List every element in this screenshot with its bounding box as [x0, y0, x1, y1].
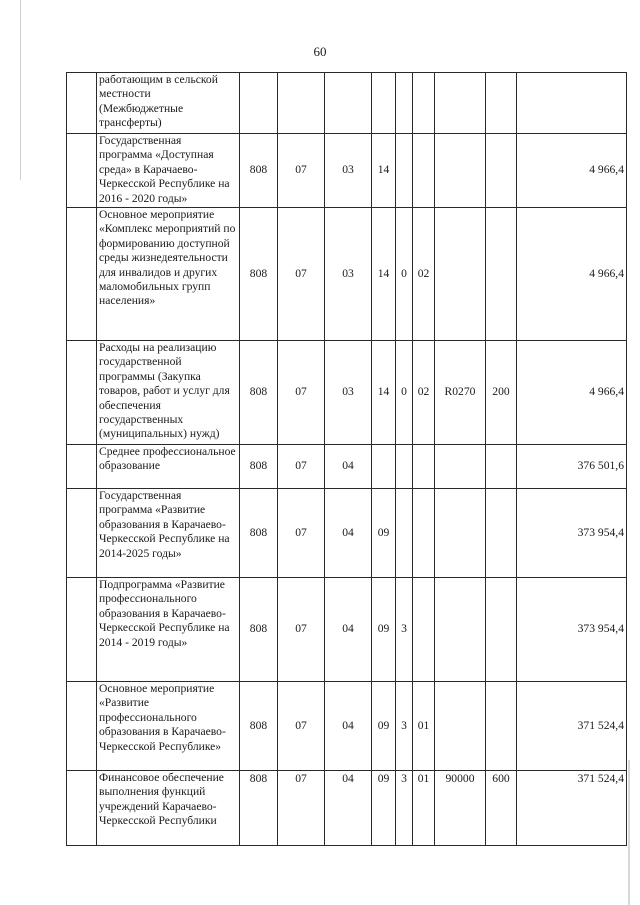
table-row	[67, 208, 627, 341]
row-name: Государственная программа «Развитие образования в Карачаево-Черкесской Республике на 2014-2025 годы»	[97, 489, 240, 578]
ved-code: 808	[240, 208, 278, 341]
program-code: 09	[372, 682, 396, 771]
row-name: Расходы на реализацию государственной программы (Закупка товаров, работ и услуг для обеспечения государственных (муниципальных) нужд)	[97, 341, 240, 445]
subsection-code: 04	[325, 771, 372, 846]
subprogram-code	[396, 134, 413, 208]
expense-type-code	[486, 134, 517, 208]
subprogram-code	[396, 73, 413, 134]
direction-code	[435, 445, 486, 489]
budget-table	[66, 72, 627, 846]
section-code: 07	[278, 489, 325, 578]
row-name: Государственная программа «Доступная среда» в Карачаево-Черкесской Республике на 2016 - 2020 годы»	[97, 134, 240, 208]
amount	[517, 73, 627, 134]
row-name: работающим в сельской местности (Межбюджетные трансферты)	[97, 73, 240, 134]
event-code: 02	[413, 208, 435, 341]
section-code: 07	[278, 134, 325, 208]
ved-code: 808	[240, 578, 278, 682]
section-code: 07	[278, 578, 325, 682]
expense-type-code	[486, 489, 517, 578]
subsection-code: 03	[325, 134, 372, 208]
empty-cell	[67, 489, 97, 578]
direction-code	[435, 208, 486, 341]
subprogram-code: 0	[396, 341, 413, 445]
ved-code	[240, 73, 278, 134]
row-name: Основное мероприятие «Развитие профессионального образования в Карачаево-Черкесской Республике»	[97, 682, 240, 771]
subsection-code	[325, 73, 372, 134]
amount: 4 966,4	[517, 341, 627, 445]
amount: 4 966,4	[517, 208, 627, 341]
section-code: 07	[278, 341, 325, 445]
table-row	[67, 578, 627, 682]
program-code: 09	[372, 771, 396, 846]
row-name: Подпрограмма «Развитие профессионального образования в Карачаево-Черкесской Республике на 2014 - 2019 годы»	[97, 578, 240, 682]
direction-code	[435, 578, 486, 682]
empty-cell	[67, 208, 97, 341]
table-row	[67, 445, 627, 489]
amount: 371 524,4	[517, 771, 627, 846]
amount: 376 501,6	[517, 445, 627, 489]
ved-code: 808	[240, 771, 278, 846]
empty-cell	[67, 682, 97, 771]
event-code	[413, 134, 435, 208]
table-row	[67, 771, 627, 846]
empty-cell	[67, 445, 97, 489]
scan-edge-mark	[20, 0, 21, 180]
expense-type-code	[486, 208, 517, 341]
event-code: 01	[413, 682, 435, 771]
amount: 373 954,4	[517, 578, 627, 682]
expense-type-code	[486, 445, 517, 489]
subsection-code: 04	[325, 445, 372, 489]
section-code: 07	[278, 771, 325, 846]
subsection-code: 03	[325, 208, 372, 341]
ved-code: 808	[240, 134, 278, 208]
subsection-code: 04	[325, 682, 372, 771]
section-code: 07	[278, 682, 325, 771]
program-code: 09	[372, 489, 396, 578]
table-row	[67, 682, 627, 771]
subprogram-code: 3	[396, 578, 413, 682]
direction-code	[435, 682, 486, 771]
empty-cell	[67, 771, 97, 846]
section-code: 07	[278, 208, 325, 341]
row-name: Основное мероприятие «Комплекс мероприятий по формированию доступной среды жизнедеятельности для инвалидов и других маломобильных групп населения»	[97, 208, 240, 341]
ved-code: 808	[240, 489, 278, 578]
program-code: 14	[372, 134, 396, 208]
subprogram-code	[396, 489, 413, 578]
row-name: Финансовое обеспечение выполнения функций учреждений Карачаево-Черкесской Республики	[97, 771, 240, 846]
row-name: Среднее профессиональное образование	[97, 445, 240, 489]
empty-cell	[67, 578, 97, 682]
expense-type-code	[486, 73, 517, 134]
amount: 4 966,4	[517, 134, 627, 208]
table-row	[67, 489, 627, 578]
event-code	[413, 73, 435, 134]
program-code: 14	[372, 341, 396, 445]
event-code	[413, 578, 435, 682]
expense-type-code: 200	[486, 341, 517, 445]
empty-cell	[67, 73, 97, 134]
event-code	[413, 445, 435, 489]
expense-type-code	[486, 682, 517, 771]
ved-code: 808	[240, 445, 278, 489]
amount: 373 954,4	[517, 489, 627, 578]
program-code	[372, 73, 396, 134]
subprogram-code: 3	[396, 771, 413, 846]
ved-code: 808	[240, 341, 278, 445]
subsection-code: 04	[325, 489, 372, 578]
ved-code: 808	[240, 682, 278, 771]
expense-type-code	[486, 578, 517, 682]
table-row	[67, 341, 627, 445]
direction-code: 90000	[435, 771, 486, 846]
event-code: 02	[413, 341, 435, 445]
scan-edge-mark	[628, 760, 630, 905]
table-row	[67, 134, 627, 208]
table-row	[67, 73, 627, 134]
program-code	[372, 445, 396, 489]
expense-type-code: 600	[486, 771, 517, 846]
subprogram-code: 0	[396, 208, 413, 341]
subsection-code: 04	[325, 578, 372, 682]
empty-cell	[67, 341, 97, 445]
direction-code: R0270	[435, 341, 486, 445]
direction-code	[435, 489, 486, 578]
event-code	[413, 489, 435, 578]
event-code: 01	[413, 771, 435, 846]
subprogram-code: 3	[396, 682, 413, 771]
subprogram-code	[396, 445, 413, 489]
direction-code	[435, 134, 486, 208]
section-code	[278, 73, 325, 134]
subsection-code: 03	[325, 341, 372, 445]
program-code: 09	[372, 578, 396, 682]
amount: 371 524,4	[517, 682, 627, 771]
direction-code	[435, 73, 486, 134]
page-number: 60	[313, 44, 327, 59]
program-code: 14	[372, 208, 396, 341]
section-code: 07	[278, 445, 325, 489]
empty-cell	[67, 134, 97, 208]
